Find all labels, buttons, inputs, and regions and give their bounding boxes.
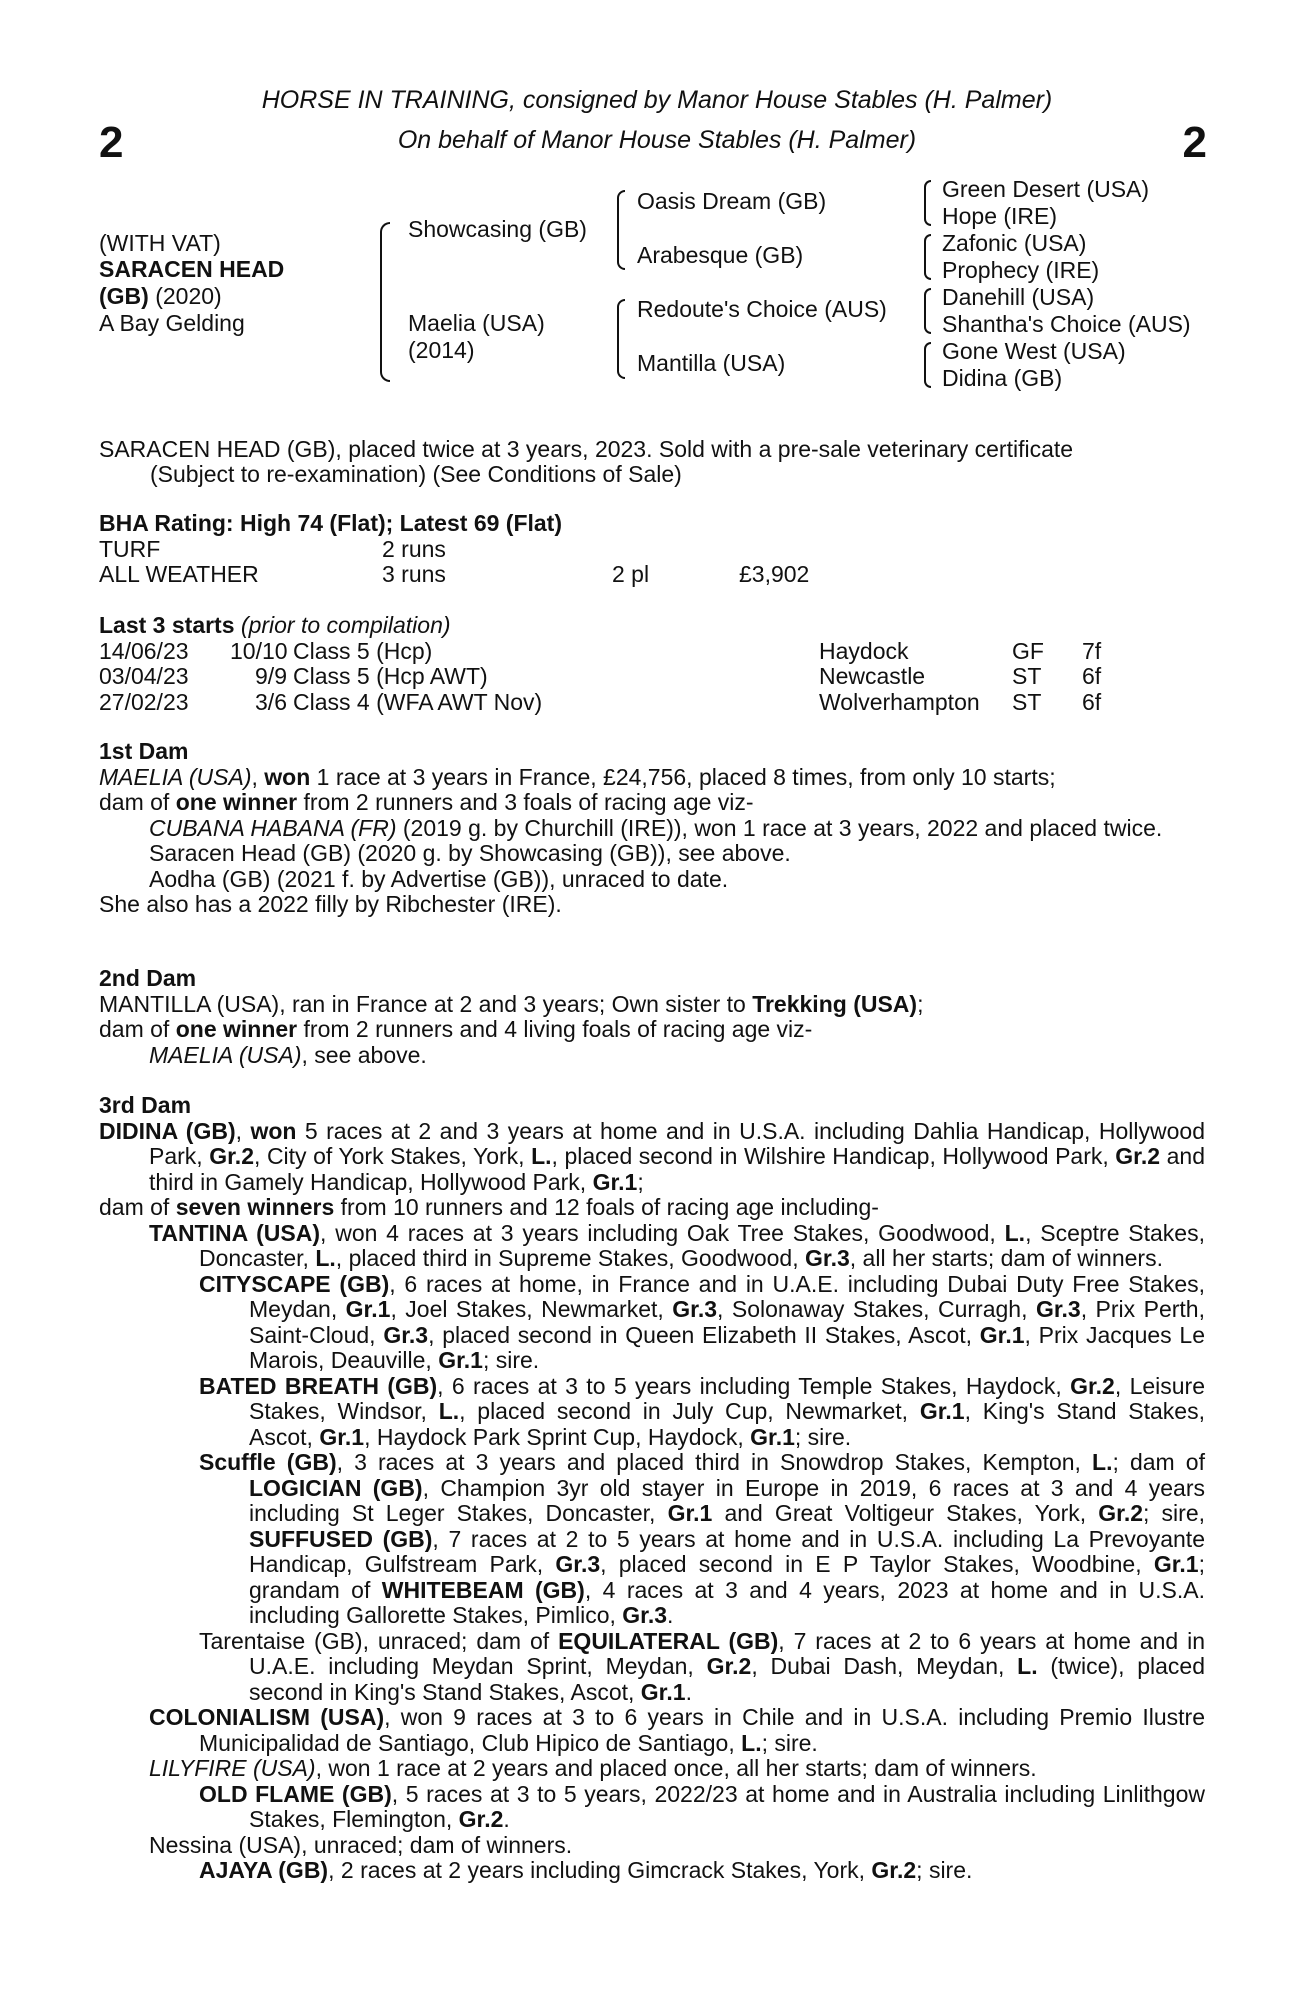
- start-course: Wolverhampton: [819, 688, 980, 715]
- horse-origin: [99, 283, 222, 310]
- second-dam-title: 2nd Dam: [99, 965, 197, 991]
- start-row: [99, 664, 1205, 690]
- last-starts-title: Last 3 starts: [99, 612, 235, 638]
- horse-year: (2020): [155, 283, 222, 309]
- start-class: Class 5 (Hcp AWT): [293, 663, 488, 689]
- first-dam-note: She also has a 2022 filly by Ribchester (IRE).: [99, 891, 562, 917]
- progeny-bated-breath: BATED BREATH (GB), 6 races at 3 to 5 years including Temple Stakes, Haydock, Gr.2, Leisure Stakes, Windsor, L., placed second in July Cup, Newmarket, Gr.1, King's Stand Stakes, Ascot, Gr.1, Haydock Park Sprint Cup, Haydock, Gr.1; sire.: [199, 1372, 1206, 1450]
- pedigree-dam-sire: Redoute's Choice (AUS): [637, 296, 887, 322]
- start-distance: 7f: [1082, 637, 1102, 664]
- pedigree-g3: Zafonic (USA): [942, 230, 1087, 256]
- summary-line-1: SARACEN HEAD (GB), placed twice at 3 years, 2023. Sold with a pre-sale veterinary certificate: [99, 436, 1074, 462]
- summary-line-2: (Subject to re-examination) (See Conditions of Sale): [150, 461, 682, 487]
- rating-prize: £3,902: [739, 561, 810, 587]
- second-dam-progeny: MAELIA (USA), see above.: [149, 1041, 427, 1068]
- progeny-nessina: Nessina (USA), unraced; dam of winners.: [149, 1831, 573, 1858]
- first-dam-title: 1st Dam: [99, 738, 189, 764]
- pedigree-dam-year: (2014): [408, 337, 475, 363]
- start-distance: 6f: [1082, 663, 1102, 689]
- progeny-tantina: TANTINA (USA), won 4 races at 3 years including Oak Tree Stakes, Goodwood, L., Sceptre Stakes, Doncaster, L., placed third in Supreme Stakes, Goodwood, Gr.3, all her starts; dam of winners.: [149, 1219, 1205, 1271]
- progeny-cityscape: CITYSCAPE (GB), 6 races at home, in France and in U.A.E. including Dubai Duty Free Stakes, Meydan, Gr.1, Joel Stakes, Newmarket, Gr.3, Solonaway Stakes, Curragh, Gr.3, Prix Perth, Saint-Cloud, Gr.3, placed second in Queen Elizabeth II Stakes, Ascot, Gr.1, Prix Jacques Le Marois, Deauville, Gr.1; sire.: [199, 1270, 1205, 1373]
- pedigree-brace-sire: [617, 190, 625, 270]
- horse-country: (GB): [99, 283, 149, 309]
- start-position: 9/9: [255, 663, 287, 689]
- pedigree-g2: Hope (IRE): [942, 203, 1058, 229]
- start-course: Haydock: [819, 637, 909, 664]
- horse-name: SARACEN HEAD: [99, 256, 285, 282]
- second-dam-line-2: dam of one winner from 2 runners and 4 living foals of racing age viz-: [99, 1016, 813, 1042]
- rating-block: [99, 511, 1205, 588]
- start-class: Class 4 (WFA AWT Nov): [293, 688, 543, 715]
- third-dam-block: [99, 1093, 1205, 1884]
- pedigree-brace-g4: [924, 342, 931, 388]
- first-dam-progeny: CUBANA HABANA (FR) (2019 g. by Churchill (IRE)), won 1 race at 3 years, 2022 and placed twice.: [149, 814, 1163, 841]
- start-going: GF: [1012, 637, 1044, 664]
- pedigree-brace-g1: [924, 180, 931, 226]
- progeny-scuffle: Scuffle (GB), 3 races at 3 years and placed third in Snowdrop Stakes, Kempton, L.; dam of LOGICIAN (GB), Champion 3yr old stayer in Europe in 2019, 6 races at 3 and 4 years including St Leger Stakes, Doncaster, Gr.1 and Great Voltigeur Stakes, York, Gr.2; sire, SUFFUSED (GB), 7 races at 2 to 5 years at home and in U.S.A. including La Prevoyante Handicap, Gulfstream Park, Gr.3, placed second in E P Taylor Stakes, Woodbine, Gr.1; grandam of WHITEBEAM (GB), 4 races at 3 and 4 years, 2023 at home and in U.S.A. including Gallorette Stakes, Pimlico, Gr.3.: [199, 1449, 1206, 1628]
- start-row: [99, 690, 1205, 716]
- start-distance: 6f: [1082, 688, 1102, 715]
- pedigree-brace-main: [380, 222, 390, 382]
- pedigree-g4: Prophecy (IRE): [942, 257, 1100, 283]
- progeny-old-flame: OLD FLAME (GB), 5 races at 3 to 5 years, 2022/23 at home and in Australia including Linlithgow Stakes, Flemington, Gr.2.: [199, 1780, 1206, 1832]
- progeny-ajaya: AJAYA (GB), 2 races at 2 years including Gimcrack Stakes, York, Gr.2; sire.: [199, 1857, 973, 1883]
- second-dam-line-1: MANTILLA (USA), ran in France at 2 and 3 years; Own sister to Trekking (USA);: [99, 990, 924, 1017]
- rating-placed: 2 pl: [612, 561, 650, 587]
- start-going: ST: [1012, 663, 1042, 689]
- pedigree-g6: Shantha's Choice (AUS): [942, 311, 1191, 337]
- first-dam-line-1: MAELIA (USA), won 1 race at 3 years in France, £24,756, placed 8 times, from only 10 starts;: [99, 763, 1056, 790]
- progeny-tarentaise: Tarentaise (GB), unraced; dam of EQUILATERAL (GB), 7 races at 2 to 6 years at home and in U.A.E. including Meydan Sprint, Meydan, Gr.2, Dubai Dash, Meydan, L. (twice), placed second in King's Stand Stakes, Ascot, Gr.1.: [199, 1627, 1206, 1705]
- pedigree-g8: Didina (GB): [942, 365, 1063, 391]
- third-dam-didina: DIDINA (GB), won 5 races at 2 and 3 years at home and in U.S.A. including Dahlia Handicap, Hollywood Park, Gr.2, City of York Stakes, York, L., placed second in Wilshire Handicap, Hollywood Park, Gr.2 and third in Gamely Handicap, Hollywood Park, Gr.1;: [99, 1117, 1205, 1195]
- rating-row-aw: [99, 562, 1205, 588]
- pedigree-dam: Maelia (USA): [408, 310, 545, 336]
- pedigree-brace-dam: [617, 299, 625, 379]
- third-dam-dam-of: dam of seven winners from 10 runners and 12 foals of racing age including-: [99, 1194, 879, 1220]
- rating-runs: 2 runs: [382, 535, 446, 562]
- lot-number-right: 2: [1182, 118, 1207, 167]
- rating-title: BHA Rating: High 74 (Flat); Latest 69 (Flat): [99, 510, 562, 536]
- rating-surface: ALL WEATHER: [99, 561, 259, 587]
- start-row: [99, 639, 1205, 665]
- on-behalf-header: On behalf of Manor House Stables (H. Palmer): [397, 126, 917, 154]
- pedigree-g5: Danehill (USA): [942, 284, 1095, 310]
- start-position: 10/10: [230, 637, 288, 664]
- second-dam-block: [99, 966, 1205, 1068]
- start-position: 3/6: [255, 688, 287, 715]
- first-dam-progeny: Aodha (GB) (2021 f. by Advertise (GB)), unraced to date.: [149, 865, 729, 892]
- pedigree-sire-sire: Oasis Dream (GB): [637, 188, 827, 214]
- first-dam-line-2: dam of one winner from 2 runners and 3 foals of racing age viz-: [99, 789, 754, 815]
- horse-description: A Bay Gelding: [99, 310, 245, 336]
- progeny-lilyfire: LILYFIRE (USA), won 1 race at 2 years and placed once, all her starts; dam of winners.: [149, 1755, 1037, 1781]
- pedigree-g1: Green Desert (USA): [942, 176, 1150, 202]
- lot-number-left: 2: [99, 118, 124, 167]
- first-dam-progeny: Saracen Head (GB) (2020 g. by Showcasing (GB)), see above.: [149, 840, 791, 866]
- last-starts-block: [99, 613, 1205, 715]
- last-starts-note: (prior to compilation): [240, 612, 451, 638]
- pedigree-sire-dam: Arabesque (GB): [637, 242, 804, 268]
- rating-row-turf: [99, 537, 1205, 563]
- first-dam-block: [99, 739, 1205, 918]
- pedigree-sire: Showcasing (GB): [408, 216, 587, 242]
- pedigree-brace-g3: [924, 288, 931, 334]
- progeny-colonialism: COLONIALISM (USA), won 9 races at 3 to 6 years in Chile and in U.S.A. including Premio Ilustre Municipalidad de Santiago, Club Hipico de Santiago, L.; sire.: [149, 1704, 1205, 1756]
- rating-surface: TURF: [99, 535, 161, 562]
- pedigree-dam-dam: Mantilla (USA): [637, 350, 786, 376]
- start-date: 27/02/23: [99, 688, 189, 715]
- consignor-header: HORSE IN TRAINING, consigned by Manor House Stables (H. Palmer): [261, 86, 1053, 114]
- pedigree-brace-g2: [924, 234, 931, 280]
- third-dam-title: 3rd Dam: [99, 1092, 192, 1118]
- start-going: ST: [1012, 688, 1042, 715]
- rating-runs: 3 runs: [382, 561, 446, 587]
- start-date: 14/06/23: [99, 637, 189, 664]
- horse-vat: (WITH VAT): [99, 230, 221, 256]
- start-class: Class 5 (Hcp): [293, 637, 433, 664]
- last-starts-heading: [99, 613, 1205, 639]
- start-course: Newcastle: [819, 663, 926, 689]
- pedigree-g7: Gone West (USA): [942, 338, 1126, 364]
- start-date: 03/04/23: [99, 663, 189, 689]
